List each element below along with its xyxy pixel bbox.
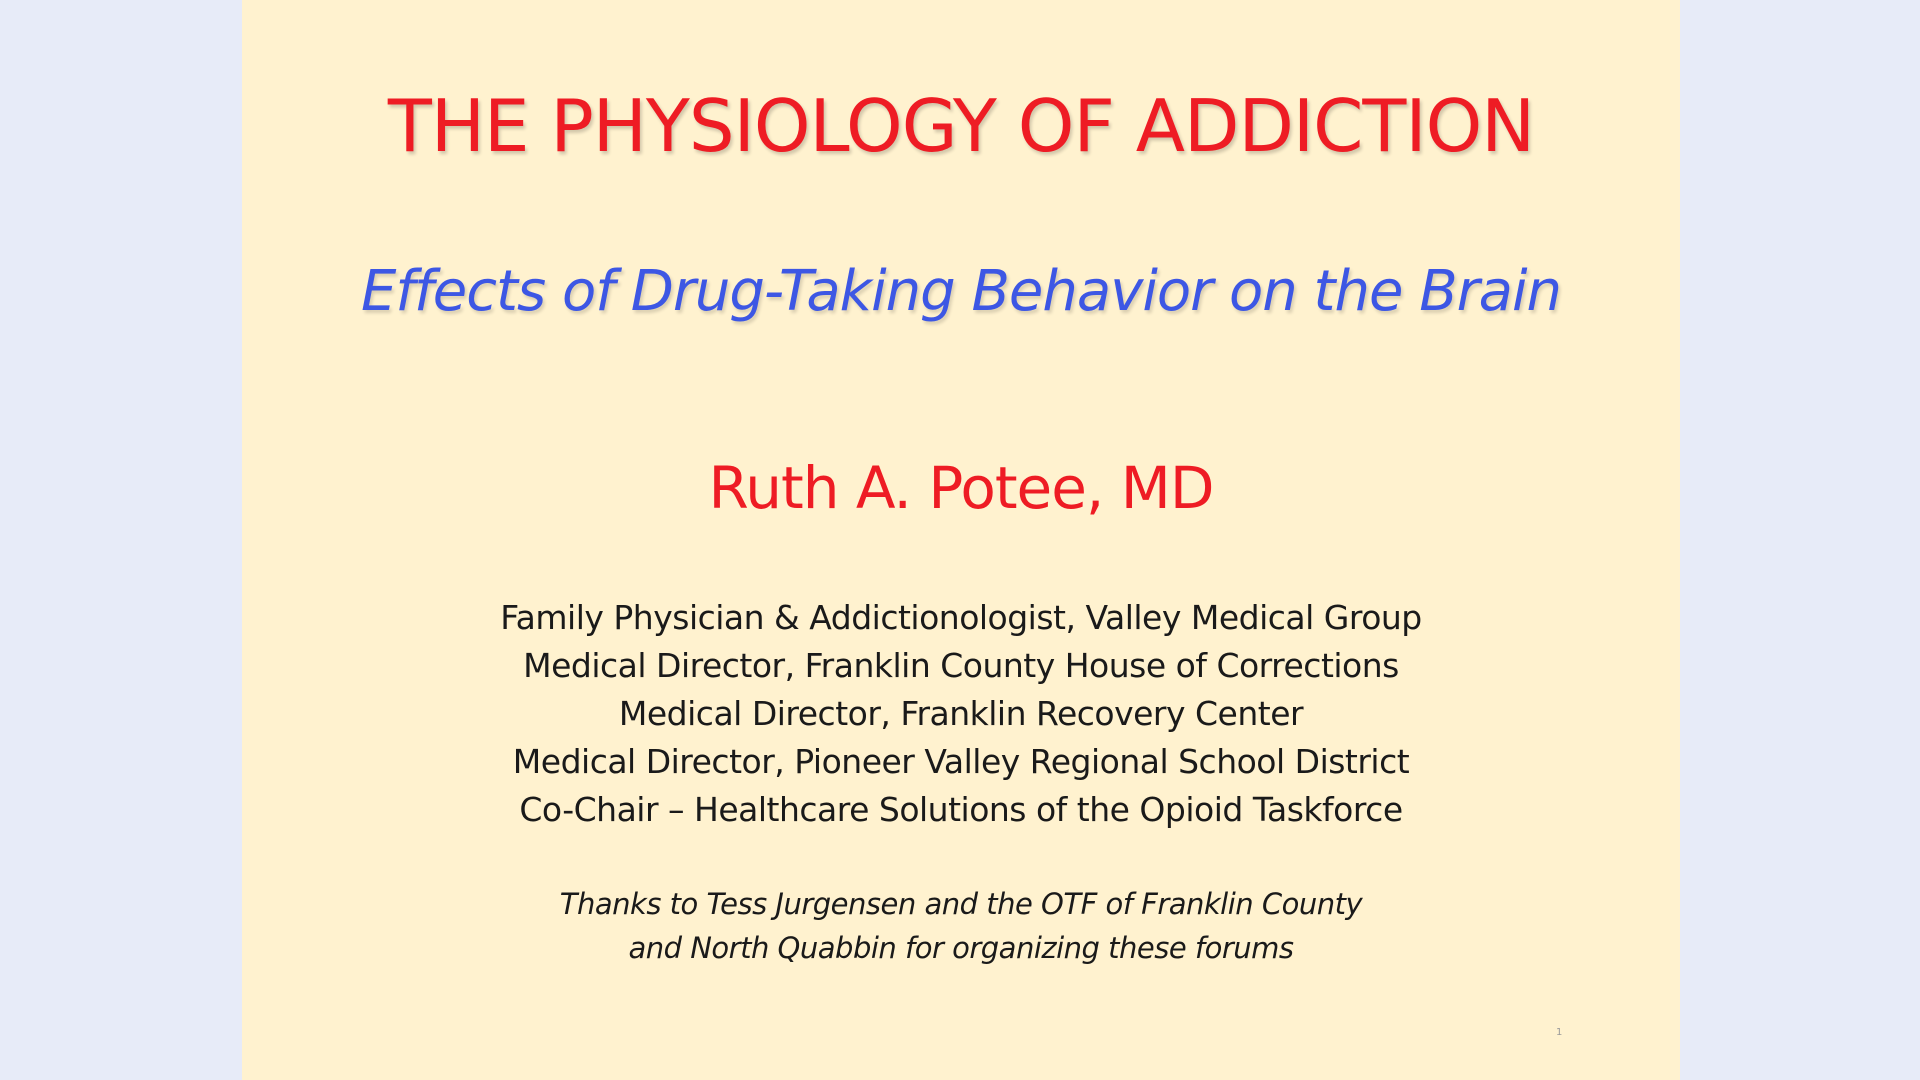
author-credentials — [242, 594, 1680, 834]
credential-line: Family Physician & Addictionologist, Valley Medical Group — [500, 598, 1422, 637]
slide — [242, 0, 1680, 1080]
credential-line: Medical Director, Pioneer Valley Regional School District — [512, 742, 1410, 781]
slide-subtitle: Effects of Drug-Taking Behavior on the Brain — [360, 259, 1562, 324]
slide-number: 1 — [1556, 1027, 1563, 1038]
acknowledgement-line: Thanks to Tess Jurgensen and the OTF of Franklin County — [559, 887, 1363, 921]
acknowledgement — [242, 882, 1680, 970]
credential-line: Medical Director, Franklin County House of Corrections — [523, 646, 1399, 685]
credential-line: Co-Chair – Healthcare Solutions of the Opioid Taskforce — [519, 790, 1403, 829]
slide-title: THE PHYSIOLOGY OF ADDICTION — [387, 84, 1535, 168]
author-name: Ruth A. Potee, MD — [708, 454, 1214, 522]
acknowledgement-line: and North Quabbin for organizing these forums — [628, 931, 1294, 965]
credential-line: Medical Director, Franklin Recovery Center — [618, 694, 1304, 733]
